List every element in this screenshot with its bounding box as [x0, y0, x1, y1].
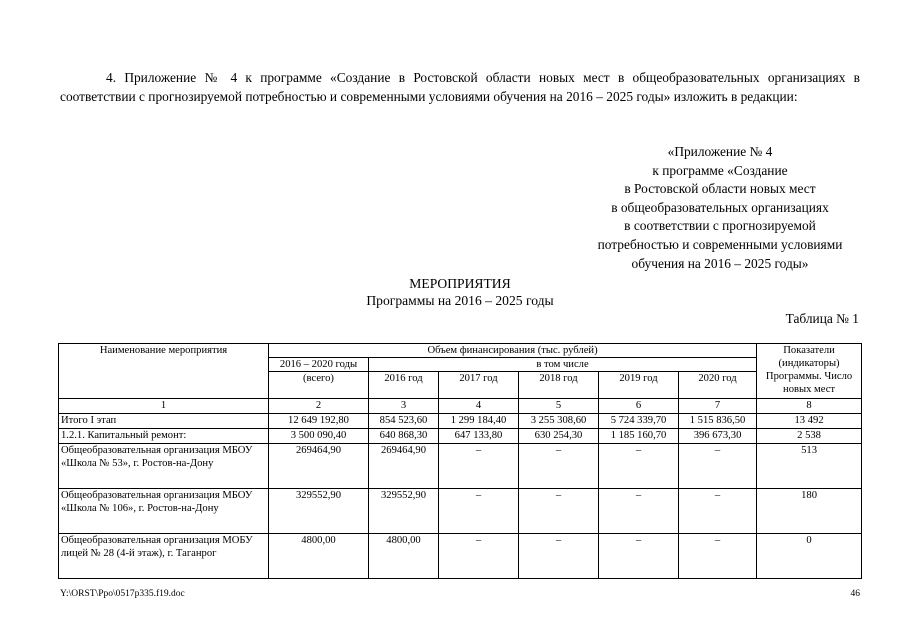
header-year: 2020 год	[679, 372, 757, 399]
amendment-paragraph: 4. Приложение № 4 к программе «Создание в Ростовской области новых мест в общеобразовательных организациях в соответствии с прогнозируемой потребностью и современными условиями обучения на 2016 – 2025 годы» изложить в редакции:	[60, 70, 860, 104]
year-2020-value: –	[679, 534, 757, 579]
year-2020-value: 396 673,30	[679, 429, 757, 444]
appendix-line: к программе «Создание	[652, 162, 788, 178]
appendix-caption	[570, 143, 870, 273]
year-2016-value: 329552,90	[369, 489, 439, 534]
activity-name: Общеобразовательная организация МОБУ лицей № 28 (4-й этаж), г. Таганрог	[59, 534, 269, 579]
table-row	[59, 489, 862, 534]
header-funding: Объем финансирования (тыс. рублей)	[269, 344, 757, 358]
new-places-value: 2 538	[757, 429, 862, 444]
activities-table	[58, 343, 862, 579]
total-value: 3 500 090,40	[269, 429, 369, 444]
appendix-line: в соответствии с прогнозируемой	[624, 218, 816, 234]
appendix-line: потребностью и современными условиями	[597, 236, 843, 252]
table-row	[59, 534, 862, 579]
new-places-value: 180	[757, 489, 862, 534]
activity-name: Итого I этап	[59, 414, 269, 429]
column-number: 6	[599, 399, 679, 414]
year-2020-value: 1 515 836,50	[679, 414, 757, 429]
appendix-line: обучения на 2016 – 2025 годы»	[631, 255, 809, 271]
year-2020-value: –	[679, 489, 757, 534]
activity-name: Общеобразовательная организация МБОУ «Школа № 106», г. Ростов-на-Дону	[59, 489, 269, 534]
new-places-value: 0	[757, 534, 862, 579]
year-2016-value: 269464,90	[369, 444, 439, 489]
table-row	[59, 414, 862, 429]
year-2017-value: –	[439, 489, 519, 534]
year-2019-value: 1 185 160,70	[599, 429, 679, 444]
column-number: 5	[519, 399, 599, 414]
header-indicators: Показатели (индикаторы) Программы. Число новых мест	[757, 344, 862, 399]
appendix-line: в Ростовской области новых мест	[624, 181, 816, 197]
column-number: 7	[679, 399, 757, 414]
total-value: 4800,00	[269, 534, 369, 579]
column-number: 8	[757, 399, 862, 414]
total-value: 12 649 192,80	[269, 414, 369, 429]
year-2017-value: –	[439, 444, 519, 489]
new-places-value: 13 492	[757, 414, 862, 429]
column-number: 4	[439, 399, 519, 414]
year-2018-value: 630 254,30	[519, 429, 599, 444]
year-2019-value: 5 724 339,70	[599, 414, 679, 429]
activity-name: 1.2.1. Капитальный ремонт:	[59, 429, 269, 444]
header-year: 2016 год	[369, 372, 439, 399]
header-row	[59, 344, 862, 358]
appendix-line: в общеобразовательных организациях	[611, 199, 829, 215]
table-row	[59, 444, 862, 489]
header-year: 2019 год	[599, 372, 679, 399]
activity-name: Общеобразовательная организация МБОУ «Школа № 53», г. Ростов-на-Дону	[59, 444, 269, 489]
total-value: 329552,90	[269, 489, 369, 534]
year-2018-value: –	[519, 489, 599, 534]
header-activity-name: Наименование мероприятия	[59, 344, 269, 399]
header-including: в том числе	[369, 358, 757, 372]
title-heading: МЕРОПРИЯТИЯ	[409, 276, 511, 291]
header-total: (всего)	[269, 372, 369, 399]
year-2016-value: 640 868,30	[369, 429, 439, 444]
column-number: 2	[269, 399, 369, 414]
total-value: 269464,90	[269, 444, 369, 489]
year-2017-value: 647 133,80	[439, 429, 519, 444]
column-number: 3	[369, 399, 439, 414]
year-2017-value: –	[439, 534, 519, 579]
document-title	[280, 275, 640, 309]
year-2019-value: –	[599, 489, 679, 534]
new-places-value: 513	[757, 444, 862, 489]
header-period: 2016 – 2020 годы	[269, 358, 369, 372]
table-row	[59, 429, 862, 444]
year-2019-value: –	[599, 534, 679, 579]
year-2018-value: –	[519, 444, 599, 489]
column-number: 1	[59, 399, 269, 414]
page-number: 46	[850, 589, 860, 599]
appendix-line: «Приложение № 4	[667, 144, 773, 159]
file-path: Y:\ORST\Ppo\0517p335.f19.doc	[60, 589, 185, 599]
header-year: 2018 год	[519, 372, 599, 399]
year-2018-value: –	[519, 534, 599, 579]
year-2016-value: 4800,00	[369, 534, 439, 579]
year-2018-value: 3 255 308,60	[519, 414, 599, 429]
header-year: 2017 год	[439, 372, 519, 399]
year-2016-value: 854 523,60	[369, 414, 439, 429]
column-number-row	[59, 399, 862, 414]
year-2017-value: 1 299 184,40	[439, 414, 519, 429]
year-2020-value: –	[679, 444, 757, 489]
title-subheading: Программы на 2016 – 2025 годы	[366, 293, 554, 308]
table-label: Таблица № 1	[785, 311, 859, 326]
year-2019-value: –	[599, 444, 679, 489]
page-footer	[60, 589, 860, 599]
